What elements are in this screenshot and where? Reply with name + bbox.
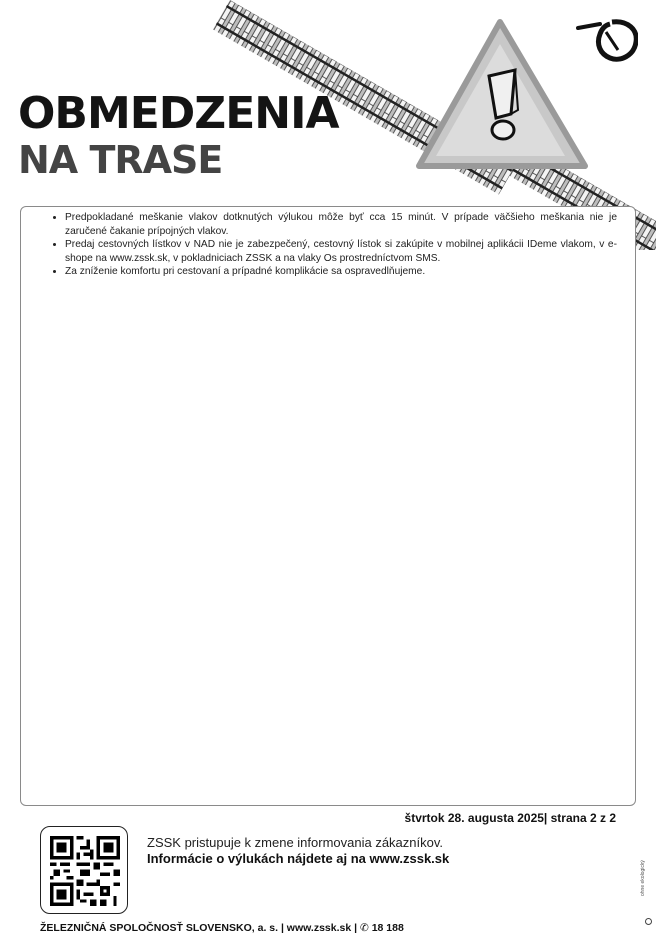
side-note: ohne ekologický: [640, 860, 646, 896]
footer-company: ŽELEZNIČNÁ SPOLOČNOSŤ SLOVENSKO, a. s. | www.zssk.sk |: [40, 922, 360, 934]
page-subtitle: NA TRASE: [18, 138, 223, 182]
footer-phone: 18 188: [368, 922, 404, 934]
phone-icon: ✆: [359, 922, 369, 934]
list-item: • Predaj cestovných lístkov v NAD nie je zabezpečený, cestovný lístok si zakúpite v mobilnej aplikácii IDeme vlakom, v e-shope na www.zssk.sk, v pokladniciach ZSSK a na vlaky Os prostredníctvom SMS.: [65, 238, 617, 265]
qr-code-icon: [40, 826, 128, 914]
info-website-line: Informácie o výlukách nájdete aj na www.zssk.sk: [147, 851, 450, 866]
list-item: • Za zníženie komfortu pri cestovaní a prípadné komplikácie sa ospravedlňujeme.: [65, 265, 617, 279]
list-item: • Predpokladané meškanie vlakov dotknutých výlukou môže byť cca 15 minút. V prípade väčšieho meškania nie je zaručené čakanie prípojných vlakov.: [65, 211, 617, 238]
info-line: ZSSK pristupuje k zmene informovania zákazníkov.: [147, 835, 444, 850]
footer: [40, 922, 404, 934]
warning-triangle-icon: [419, 22, 585, 166]
notice-box: [20, 206, 636, 806]
zssk-logo-icon: [576, 16, 638, 64]
date-page-line: štvrtok 28. augusta 2025| strana 2 z 2: [404, 811, 616, 825]
page-title: OBMEDZENIA: [18, 88, 339, 139]
eco-icon: [645, 918, 652, 925]
notice-list: [21, 207, 635, 279]
